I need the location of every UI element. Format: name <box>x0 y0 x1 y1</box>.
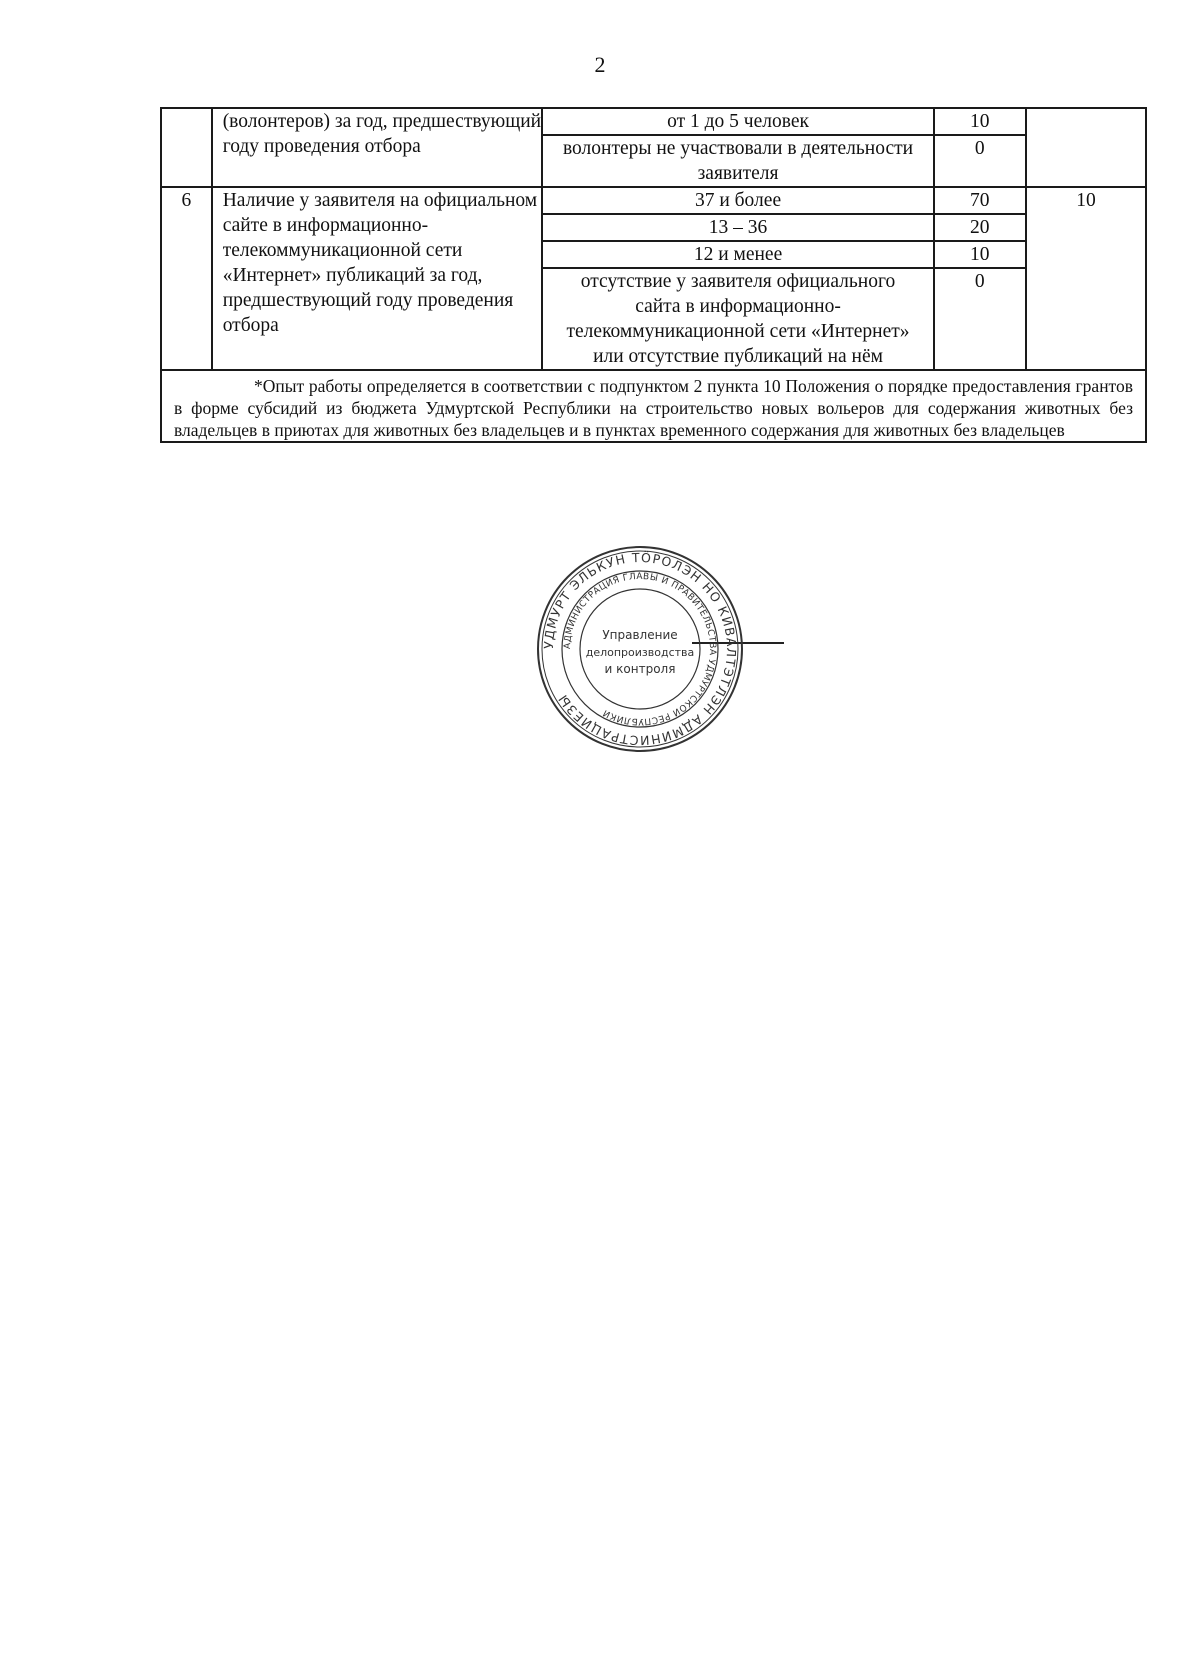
table-row <box>161 108 1146 135</box>
option-label: отсутствие у заявителя официального сайта в информационно-телекоммуникационной сети «Интернет» или отсутствие публикаций на нём <box>542 268 933 370</box>
option-points: 70 <box>934 187 1026 214</box>
footnote-text: *Опыт работы определяется в соответствии с подпунктом 2 пункта 10 Положения о порядке предоставления грантов в форме субсидий из бюджета Удмуртской Республики на строительство новых вольеров для содержания животных без владельцев в приютах для животных без владельцев и в пунктах временного содержания для животных без владельцев <box>174 376 1133 440</box>
criterion-name: Наличие у заявителя на официальном сайте в информационно-телекоммуникационной сети «Интернет» публикаций за год, предшествующий году проведения отбора <box>212 187 543 370</box>
seal-center-line: делопроизводства <box>585 646 695 659</box>
option-points: 10 <box>934 241 1026 268</box>
criterion-weight: 10 <box>1026 187 1146 370</box>
criteria-table <box>160 107 1147 443</box>
option-label: 13 – 36 <box>542 214 933 241</box>
option-label: 37 и более <box>542 187 933 214</box>
option-label: волонтеры не участвовали в деятельности заявителя <box>542 135 933 187</box>
option-points: 0 <box>934 135 1026 187</box>
page-number: 2 <box>594 52 606 77</box>
criterion-weight <box>1026 108 1146 187</box>
seal-graphic <box>535 544 745 754</box>
seal-inner-text: АДМИНИСТРАЦИЯ ГЛАВЫ И ПРАВИТЕЛЬСТВА УДМУРТСКОЙ РЕСПУБЛИКИ <box>562 571 718 727</box>
row-number <box>161 108 212 187</box>
table-row <box>161 187 1146 214</box>
row-number: 6 <box>161 187 212 370</box>
option-label: от 1 до 5 человек <box>542 108 933 135</box>
option-points: 0 <box>934 268 1026 370</box>
option-points: 20 <box>934 214 1026 241</box>
option-points: 10 <box>934 108 1026 135</box>
criterion-name: (волонтеров) за год, предшествующий году проведения отбора <box>212 108 543 187</box>
seal-center-line: Управление <box>602 628 678 642</box>
footnote-cell <box>161 370 1146 442</box>
seal-center-line: и контроля <box>604 662 676 676</box>
official-seal <box>535 544 745 754</box>
seal-outer-text: УДМУРТ ЭЛЬКУН ТӦРОЛЭН НО КИВАЛТЭТЛЭН АДМИНИСТРАЦИЕЗЫ <box>540 549 740 749</box>
option-label: 12 и менее <box>542 241 933 268</box>
footnote-row <box>161 370 1146 442</box>
